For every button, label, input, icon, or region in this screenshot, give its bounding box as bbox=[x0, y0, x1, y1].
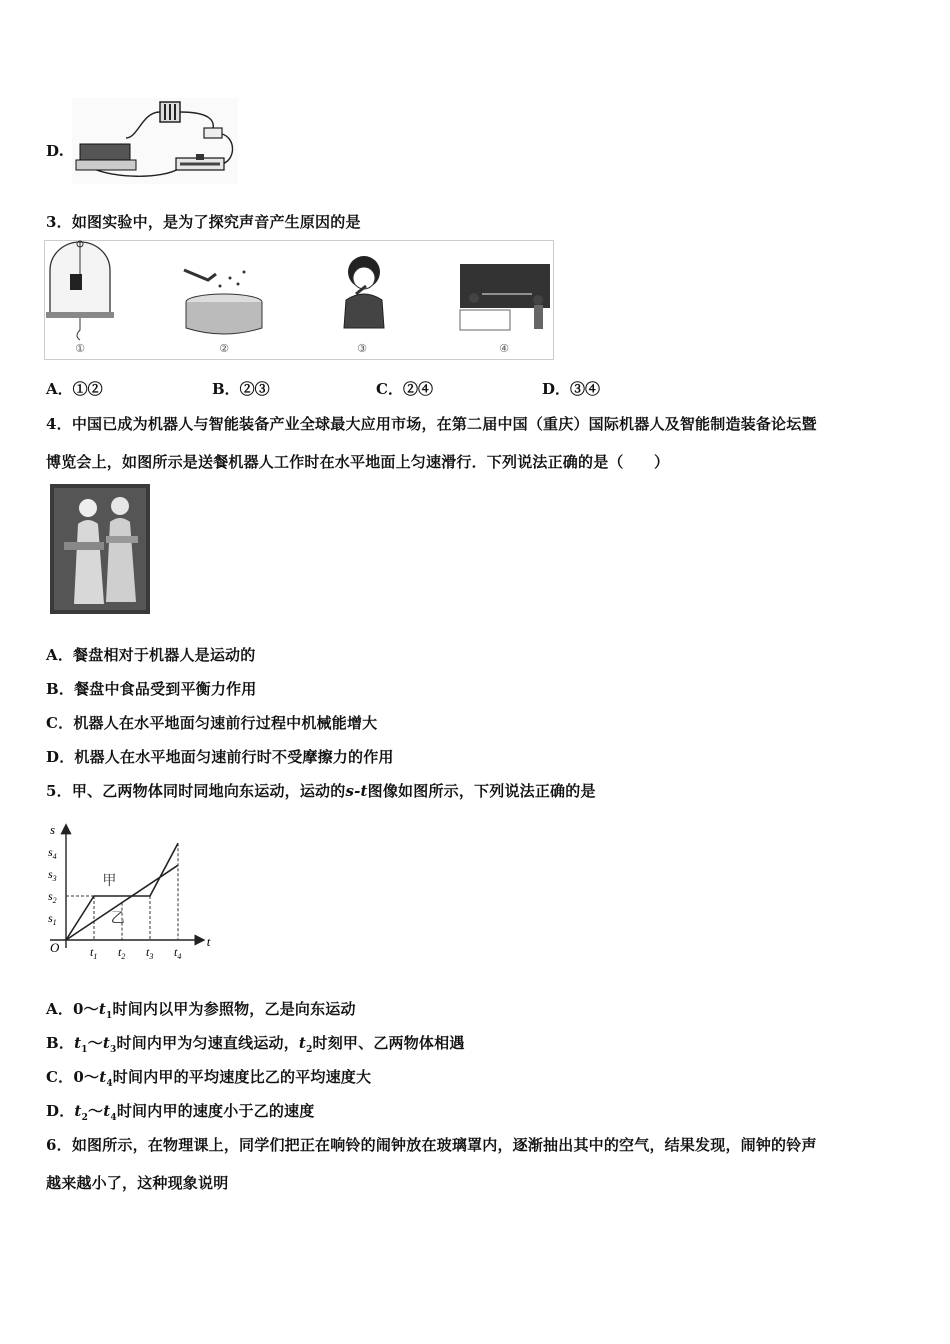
series-label-jia: 甲 bbox=[102, 873, 117, 889]
q5-c-text2: 时间内甲的平均速度比乙的平均速度大 bbox=[112, 1068, 372, 1086]
x-tick-label-4: $t_4$ bbox=[174, 945, 182, 961]
y-tick-label-2: $s_2$ bbox=[48, 889, 57, 905]
q5-d-sub1: 2 bbox=[81, 1113, 89, 1123]
q5-a-text2: 时间内以甲为参照物，乙是向东运动 bbox=[112, 1000, 356, 1018]
q5-b-text2: 时间内甲为匀速直线运动， bbox=[116, 1034, 299, 1052]
q4-stem-line2: 博览会上，如图所示是送餐机器人工作时在水平地面上匀速滑行．下列说法正确的是（ ） bbox=[46, 453, 670, 471]
q4-option-a[interactable]: A．餐盘相对于机器人是运动的 bbox=[46, 646, 256, 664]
y-axis-label: s bbox=[50, 822, 56, 837]
fig-label-1: ① bbox=[75, 342, 85, 355]
q6-stem-line2: 越来越小了，这种现象说明 bbox=[46, 1174, 229, 1192]
q2-option-d-label: D. bbox=[46, 142, 65, 160]
q5-c-text1: C．0～ bbox=[46, 1068, 100, 1086]
st-graph bbox=[44, 812, 224, 962]
q5-d-text0: D． bbox=[46, 1102, 75, 1120]
q4-stem-line1: 4．中国已成为机器人与智能装备产业全球最大应用市场，在第二届中国（重庆）国际机器人及智能制造装备论坛暨 bbox=[46, 415, 817, 433]
q3-option-c[interactable]: C．②④ bbox=[376, 380, 433, 398]
q5-option-a[interactable] bbox=[46, 998, 356, 1021]
q5-c-sub: 4 bbox=[106, 1079, 113, 1089]
q5-stem-pre: 5．甲、乙两物体同时同地向东运动，运动的 bbox=[46, 782, 346, 800]
q5-a-var: t bbox=[98, 1000, 107, 1018]
q3-stem: 3．如图实验中，是为了探究声音产生原因的是 bbox=[46, 213, 361, 231]
q5-b-var2: t bbox=[102, 1034, 111, 1052]
q5-b-text1: ～ bbox=[87, 1034, 103, 1052]
q5-d-text1: ～ bbox=[88, 1102, 104, 1120]
origin-label: O bbox=[50, 940, 60, 955]
q5-stem-var: s-t bbox=[345, 782, 368, 800]
q5-option-c[interactable] bbox=[46, 1066, 371, 1089]
q3-option-d[interactable]: D．③④ bbox=[542, 380, 601, 398]
x-axis-label: t bbox=[206, 934, 211, 949]
x-tick-label-3: $t_3$ bbox=[146, 945, 154, 961]
q5-b-text0: B． bbox=[46, 1034, 75, 1052]
q5-a-sub: 1 bbox=[106, 1011, 113, 1021]
x-tick-label-2: $t_2$ bbox=[118, 945, 126, 961]
classroom-figure bbox=[460, 264, 550, 330]
q4-option-d[interactable]: D．机器人在水平地面匀速前行时不受摩擦力的作用 bbox=[46, 748, 394, 766]
series-label-yi: 乙 bbox=[110, 910, 125, 927]
q5-option-d[interactable] bbox=[46, 1100, 314, 1123]
q5-b-sub1: 1 bbox=[81, 1045, 88, 1055]
q5-c-var: t bbox=[99, 1068, 107, 1086]
q5-b-text3: 时刻甲、乙两物体相遇 bbox=[312, 1034, 465, 1052]
q3-figures bbox=[44, 240, 554, 360]
q3-option-a[interactable]: A．①② bbox=[46, 380, 103, 398]
q4-option-c[interactable]: C．机器人在水平地面匀速前行过程中机械能增大 bbox=[46, 714, 378, 732]
q5-b-var1: t bbox=[74, 1034, 82, 1052]
q5-d-var2: t bbox=[103, 1102, 111, 1120]
fig-label-3: ③ bbox=[357, 342, 367, 355]
q5-d-text2: 时间内甲的速度小于乙的速度 bbox=[116, 1102, 315, 1120]
y-tick-label-3: $s_3$ bbox=[48, 867, 57, 883]
q6-stem-line1: 6．如图所示，在物理课上，同学们把正在响铃的闹钟放在玻璃罩内，逐渐抽出其中的空气，结果发现，闹钟的铃声 bbox=[46, 1136, 817, 1154]
q5-b-var3: t bbox=[298, 1034, 307, 1052]
q4-option-b[interactable]: B．餐盘中食品受到平衡力作用 bbox=[46, 680, 257, 698]
q5-b-sub3: 2 bbox=[306, 1045, 313, 1055]
q3-option-b[interactable]: B．②③ bbox=[212, 380, 270, 398]
q5-stem-post: 图像如图所示，下列说法正确的是 bbox=[367, 782, 596, 800]
q5-b-sub2: 3 bbox=[110, 1045, 117, 1055]
q4-robot-photo bbox=[50, 484, 150, 614]
fig-label-2: ② bbox=[219, 342, 229, 355]
q5-d-sub2: 4 bbox=[110, 1113, 117, 1123]
q5-a-text1: A．0～ bbox=[46, 1000, 99, 1018]
q2-circuit-figure bbox=[72, 98, 238, 184]
q5-stem bbox=[46, 780, 596, 801]
y-tick-label-1: $s_1$ bbox=[48, 911, 57, 927]
fig-label-4: ④ bbox=[499, 342, 509, 355]
q5-option-b[interactable] bbox=[46, 1032, 465, 1055]
q5-d-var1: t bbox=[74, 1102, 82, 1120]
y-tick-label-4: $s_4$ bbox=[48, 845, 57, 861]
x-tick-label-1: $t_1$ bbox=[90, 945, 98, 961]
